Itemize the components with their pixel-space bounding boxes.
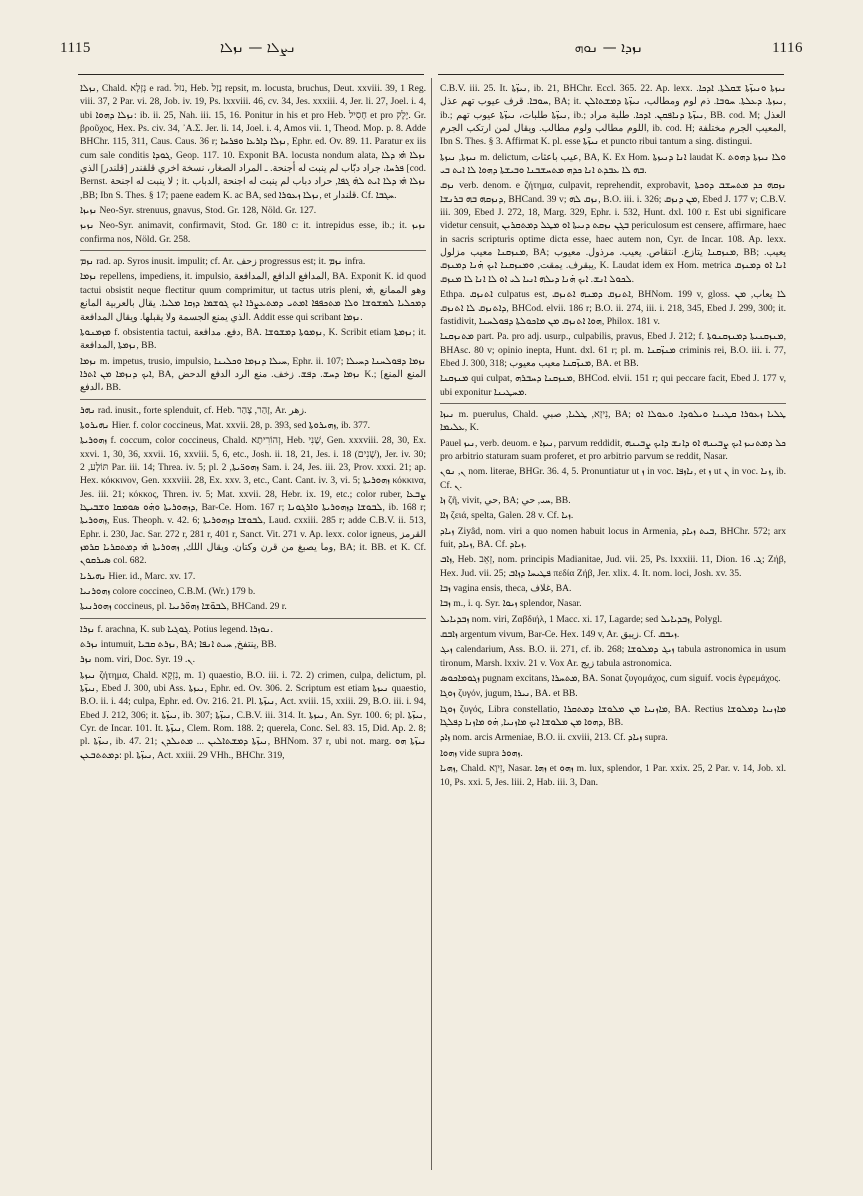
left-column: [80, 82, 426, 1172]
lexicon-entry: ܢܗܪ rad. inusit., forte splenduit, cf. Heb. זָהַר, צָהַר, Ar. زهر.: [80, 404, 307, 416]
lexicon-entry: ܢܙܡܐ repellens, impediens, it. impulsio, المدافع الدافع ,المدافعة, BA. Exponit K. id quod tactui obsistit neque flectitur quum comprimitur, ut tactus utris pleni, وهو الممانع ,ܗ̇ܝ ܕܡܟܠܝܐ ܠܡܫܘܫܐ ܘܠܐ ܡܬܟܦܦܐ ܐܡܬܝ ܕܡܬܥܨܪܐ ܐܝܟ ܓܘܫܡܐ ܕܙܩܐ ܡܠܝܐ. يقال بالعربية المانع الذي يمنع الجسمة ولا يقبلها. ويقال المدافعة. Addit esse qui scribant ܢܙܡܐ.: [80, 271, 426, 323]
lexicon-entry: ܙܐܕ nom. arcis Armeniae, B.O. ii. cxviii, 213. Cf. ܙܝܐܕ supra.: [440, 732, 668, 744]
lexicon-entry: ܢܙܩ verb. denom. e ζήτημα, culpavit, reprehendit, exprobavit, ܢܙܩܗ ܟܕ ܡܬܚܫܒ ܕܘܟܬܐ ܕܢܙܩܗ ܒܗ ܒܪܢܫܐ, BHCand. 39 v; ܢܙܩ ܠܗ, B.O. iii. i. 326; ܡܢ ܕܢܙܩ, Ebed J. 177 v; C.B.V. iii. 309, Ebed J. 272, 18, Marg. 329, Ephr. i. 532, Hunt. dxl. 100 r. Est ubi significare videtur censuit, ܒܓܢ ܢܙܩܬ ܕܢܝܬܐ ܐܘ ܡܛܠ ܕܡܬܩܪܝܢ periculosum est censere, affirmare, haec in sacris scripturis optime dicta esse, haec autem non, Cyr. de Incar. 108. Ap. lexx. ܡܢܙܩܢܐ معيب مزلول, BA; ܡܢܙܩܢܐ يتازع. انتقاص. يعيب. مرذول. معيوب, BB; يعيب. يبقرف. يمقت, ܘܡܢܙܩܢܐ ܐܝܟ ܗ̇ܢܐ ܕܡܢܙܩ, K. Laudat idem ex Hom. metrica ܐܢܐ ܐܘ ܕܡܢܙܩ ܠܟܘܠ ܐܢܫ. ܐܝܟ ܗ̇ܢܐ ܕܝܠܗ ܐܢܝܐ ܠܝ ܐܘ ܠܐ ܐܢܐ ܠܐ ܡܢܙܩ.: [440, 180, 786, 285]
lexicon-entry: ܙܒܐ vagina ensis, theca, غلاف, BA.: [440, 583, 572, 595]
lexicon-entry: ܢܝܙܬܐ ζήτημα, Chald. נִזְקָא, m. 1) quaestio, B.O. iii. i. 72. 2) crimen, culpa, delictum, pl. ܢܝܙ̈ܬܐ, Ebed J. 300, ubi Ass. ܢܝܙܬܐ, Ephr. ed. Ov. 306. 2. Scriptum est etiam ܢܝܙܬܐ quaestio, B.O. ii. i. 44; culpa, Ephr. ed. Ov. 216. 21. Pl. ܢܝܙ̈ܬܐ, Act. xviii. 15, xxiii. 29, B.O. iii. i. 94, Ebed J. 212, 306; it. ܢܝܙ̈ܬܐ, ib. 307; ܢܝܙ̈ܬܐ, C.B.V. iii. 314. It. ܢܝܙܬܐ, An. Syr. 100. 6; pl. ܢܝܙ̈ܬܐ, Cyr. de Incar. 101. It. ܢܝܙ̈ܬܐ, Clem. Rom. 188. 2; querela, Conc. Sel. 83. 15, Did. Ap. 2. 8; pl. ܢܝܙ̈ܬܐ, ib. 47. 21; ܢܝܙ̈ܬܐ ܕܡܫܬܐܠܝܢ ... ܡܬܝܠܕܢ, BHNom. 37 r, ubi not. marg. ܢܝܙ̈ܬܐ ܗܘ ܕܡܬܬܒܥܢ: pl. ܢܝܙ̈ܬܐ, Act. xxiii. 29 VHh., BHChr. 319,: [80, 669, 426, 761]
lexicon-entry: ܙܘܓܐ ζυγόν, jugum, ܢܝܪܐ, BA. et BB.: [440, 688, 578, 700]
lexicon-entry: ܙܒܕܝܐܝܠ nom. viri, Ζαβδιήλ, 1 Macc. xi. 17, Lagarde; sed ܙܒܕܝܐܝܠ, Polygl.: [440, 613, 723, 625]
lexicon-entry: ܡܢܙܩܢܐ qui culpat, ܡܢܙܩܢܐ ܕܚܒܪܗ, BHCod. elvii. 151 r; qui peccare facit, Ebed J. 177 v, ubi exponitur ܡܚܛܝܢܐ.: [440, 373, 786, 398]
lexicon-entry: ܙܒܐ m., i. q. Syr. ܙܝܘܐ splendor, Nasar.: [440, 598, 582, 610]
running-head-right: ܢܙܕܐ — ܢܘܗ: [574, 40, 643, 56]
entry-separator: [80, 399, 426, 400]
lexicon-entry: Ethpa. ܐܬܢܙܩ culpatus est, ܐܬܢܙܩ ܕܡܢܗ ܐܬܢܙܩ, BHNom. 199 v, gloss. ܠܐ يعاب, ܡܢ ܕܐܬܢܙܩ ܠܐ ܐܬܢܙܩ, BHCod. elvii. 186 r; B.O. ii. 274, iii. i. 218, 345, Ebed J. 299, 300; it. fastidivit, ܗܘܐ ܐܬܢܙܩ ܡܢ ܡܐܟܘܠܬܐ ܕܦܘܠܚܢܐ, Philox. 181 v.: [440, 289, 786, 327]
lexicon-entry: ܢܙܝܙ Neo-Syr. animavit, confirmavit, Stod. Gr. 180 c: it. intrepidus esse, ib.; it. ܢܙܝܙ confirma nos, Nöld. Gr. 258.: [80, 220, 426, 245]
lexicon-entry: ܙܐܒܩ argentum vivum, Bar-Ce. Hex. 149 v, Ar. زيبق. Cf. ܙܝܒܩ.: [440, 629, 680, 641]
lexicon-entry: ܢܗܝܪܘܬܐ Hier. f. color coccineus, Mat. xxvii. 28, p. 393, sed ܙܗܝܪܘܬܐ, ib. 377.: [80, 419, 371, 431]
lexicon-entry: ܙܗܘܪܝܬܐ f. coccum, color coccineus, Chald. זְהוֹרִיתָא, Heb. שָׁנִי, Gen. xxxviii. 28, 30, Ex. xxvi. 1, 30, 36, xxvii. 16, xxviii. 5, 6, etc., Josh. ii. 18, 21, Jes. i. 18 (שָׁנִים), Jer. iv. 30; תּוֹלָע, 2 Par. iii. 14; Threa. iv. 5; pl. ܙܗܘܪ̈ܝܬܐ, 2 Sam. i. 24, Jes. iii. 23, Prov. xxxi. 21; ap. Hex. κόκκινον, Gen. xxxviii. 28, Ex. xxv. 3, etc., Cant. Cant. iv. 3, vi. 5; ܙܗܘܪܝܬܐ κόκκινα, Jes. iii. 21; κόκκος, Thren. iv. 5; Mat. xxvii. 28, Hebr. ix. 19, etc.; color ruber, ܨܒܥܐ ܕܙܗܘܪܝܬܐ ܘܗ̇ܘ ܣܘܡܩܐ ܘܫܒܝܛܐ, Bar-Ce. Hom. 167 r; ܠܒܘܫܐ ܕܙܗܘܪܝܬܐ ܘܐܪܓܘܢܐ, ib. 168 r; ܙܗܘܪܝܬܐ, Eus. Theoph. v. 42. 6; ܠܒܘܫܐ ܕܙܗܘܪܝܬܐ, Laud. cxxiii. 285 r; adde C.B.V. ii. 513, Ephr. i. 230, Jac. Sar. 272 r, 281 r, 401 r, Sanct. Vit. 271 v. Ap. lexx. color igneus, القرمز وما يصبغ من قرن وكتان. ويقال اللك, ܙܗܘܪܝܬܐ ܗ̇ܝ ܕܡܬܩܪܝܐ ܩܪܡܙ, BA; it. BB. et K. Cf. ܣܝܪܩܘܢ col. 682.: [80, 435, 426, 567]
page-header: [60, 36, 803, 60]
header-rule-right: [438, 74, 784, 75]
lexicon-entry: ܢܝܙܬܐ, ܢܝܙܬܐ m. delictum, عيب باعثات, BA, K. Ex Hom. ܐܢܐ ܕܢܝܙܬܐ laudat K. ܘܠܐ ܢܝܙܬܐ ܕܗܘܬ ܒܗ ܠܐ ܥܒܕܬ ܐܢܐ ܟܕܗ ܡܬܚܫܒܢܐ ܘܒܝܫܬܐ ܕܗܘܐ ܠܐ ܐܝܬ ܒܝ.: [440, 151, 786, 177]
lexicon-entry: ܙܝܐܕ Ziyâd, nom. viri a quo nomen habuit locus in Armenia, ܒܝܬ ܙܝܐܕ, BHChr. 572; arx fuit, ܙܝܐܕ, BA. Cf. ܙܝܐܕ.: [440, 525, 786, 550]
right-column: [440, 82, 786, 1172]
lexicon-entry: ܡܙܡܢܘܬܐ f. obsistentia tactui, دفع. مدافعة, BA. ܢܙܡܘܬܐ ܕܡܫܘܫܐ, K. Scribit etiam ܢܙܡܬܐ; it. ܢܙܡܬܐ ,المدافعة, BB.: [80, 326, 426, 352]
lexicon-entry: ܢܙܪ nom. viri, Doc. Syr. ܢ. 19.: [80, 654, 196, 666]
running-head-left: ܢܨܠܐ — ܢܙܠܐ: [220, 40, 296, 56]
header-rule-left: [78, 74, 424, 75]
lexicon-entry: ܙܘܓܐ ζυγός, Libra constellatio, ܡܐܙܢܝܐ ܡܢ ܡܠܘܫܐ ܕܡܬܩܪܐ, BA. Rectius ܡܐܙܢܝܐ ܕܡܠܘܫܐ ܕܗܘܐ ܡܢ ܡܠܘܫܐ ܐܝܟ ܡܐܙܢܝܐ, ܗ̇ܘ ܡܐܙܢܐ ܕܦܠܓܐ, BB.: [440, 703, 786, 729]
lexicon-entry: ܢܙܡܐ m. impetus, trusio, impulsio, ܚܝܠܐ ܕܢܙܡܐ ܘܟܠܝܢܐ, Ephr. ii. 107; ܢܙܡܐ ܕܦܘܠܚܢܐ ܕܚܝܠܐ ܐܝܟ ܕܢܙܡܐ ܡܢ ܐܬܪܐ, BA, ܢܙܡܐ ܕܚܫ. ܕܦܫ. زخف. منع الرد الدفع الدحض K.; [المنع المنع الدفع، BB.: [80, 355, 426, 394]
lexicon-entry: ܙܐ ζῆ, vivit, حي, BA; ܚܝ, حي, BB.: [440, 494, 571, 506]
lexicon-entry: ܙܓܘܡܐܟܘܣ pugnam excitans, ܡܬܚܪܐ, BA. Sonat ζυγομάχος, cum siguif. vocis ἐγρεμάχος.: [440, 673, 781, 685]
lexicon-entry: ܢܙܪܐ f. arachna, K. sub ܓܘܓܝܐ. Potius legend. ܢܘܙܪܐ.: [80, 623, 273, 635]
lexicon-entry: ܢ, ܢܘܢ nom. literae, BHGr. 36. 4, 5. Pronuntiatur ut ܙ in voc. ܢܐܙܦܐ, et ܙ ut ܢ in voc. ܙܢܐ, ib. Cf. ܢ.: [440, 466, 786, 491]
column-separator: [431, 78, 432, 1170]
entry-separator: [440, 403, 786, 404]
page-number-right: 1116: [772, 40, 803, 56]
lexicon-entry: Pauel ܢܝܙ, verb. deuom. e ܢܝܙܐ, parvum reddidit, ܟܠ ܕܡܬܢܝܙ ܐܝܟ ܨܒܝܢܗ ܐܘ ܕܐܢܫ ܕܐܝܟ ܨܒܝܢܗ pro arbitrio staturam suam proferet, et pro arbitrio parvum se reddit, Nasar.: [440, 437, 786, 462]
lexicon-entry: C.B.V. iii. 25. It. ܢܝܙ̈ܬܐ, ib. 21, BHChr. Eccl. 365. 22. Ap. lexx. ܢܝܙܬܐ ܘܢܝܙ̈ܬܐ ܫܩܠܬܐ. ܐܕܟܐ. ܚܘܒܐ. قرف عيوب تهم عذل, BA; it. ܢܝܙܬܐ. ܕܥܠܬܐ. ܚܘܒܐ. ذم لوم ومطالب، ܢܝܙ̈ܬܐ ܕܡܫܬܐܠܢ, ib.; ܢܝܙ̈ܬܐ طلبات، ܢܝܙ̈ܬܐ عيوب تهم, ib.; ܢܝܙ̈ܬܐ ܕܢܐܦܩܢ. ܐܕܟܐ. طلبة مراد, BB. cod. M; العذل اللوم مطالب ولوم مطالب. ويقال لمن ارتكب الجرم, ib. cod. H; المعيب الجرم مختلفة, Ibn S. Thes. § 3. Affirmat K. pl. esse ܢܝܙ̈ܬܐ et puncto ribui tantum a sing. distingui.: [440, 83, 786, 148]
lexicon-entry: ܙܐܐ ζειά, spelta, Galen. 28 v. Cf. ܙܝܐ.: [440, 510, 574, 522]
lexicon-entry: ܢܙܠܐ, Chald. נְזָלָא e rad. נזל, Heb. נָזַל repsit, m. locusta, bruchus, Deut. xxviii. 39, 1 Reg. viii. 37, 2 Par. vi. 28, Job. iv. 19, Ps. lxxviii. 46, cv. 34, Jes. xxxiii. 4, Jer. li. 27, Joel. i. 4, ubi ܢܙܠܐ ܕܗܘܐ: ib. ii. 25, Nah. iii. 15, 16. Ponitur in his et pro Heb. חָסִיל et pro יֶלֶק. Gr. βροῦχος, Hex. Ps. civ. 34, ᾽Α.Σ. Jer. li. 14, Joel. i. 4, Amos vii. 1, Theod. Mop. p. 8. Adde BHChr. 115, 311, Caus. Caus. 36 r; ܢܙܠܐ ܕܐܪܥܐ ܘܦܪܚܐ, Ephr. ed. Ov. 89. 11. Paratur ex iis cum sale conditis ܓܘܕܐ, Geop. 117. 10. Exponit BA. locusta nondum alata, ܢܙܠܐ ܗ̇ܝ ܕܠܐ ܦܪܚܐ، جراد دبّاب لم ينبت له أجنحة. ـ المراد الصغار، نسخة اخري قلقندر [قلندر] الذي [cod. Bernst. لا ينبت له اجنحة ; it. ܢܙܠܐ ܗ̇ܝ ܕܠܐ ܐܝܬ ܠܗ̇ ܓܦܐ, حراد دباب لم ينبت له اجنحة ,الدباب ,BB; Ibn S. Thes. § 17; paene eadem K. ac BA, sed ܢܙܠܐ ܙܥܘܪܐ, et قلندار. Cf. ܚܓܒܐ.: [80, 83, 426, 201]
lexicon-entry: ܢܙܪܬ intumuit, ܢܙܪܬ ܩܒܝܐ, BA; ينتفخ, ܚܝܬ ܐܢܦܐ, BB.: [80, 639, 277, 651]
lexicon-entry: ܙܗܝܐ, Chald. זִיוָא, Nasar. ܙܗܐ et ܙܗܘ m. lux, splendor, 1 Par. xxix. 25, 2 Par. v. 14, Job. xl. 10, Ps. xxi. 5, Jes. liii. 2, Hab. iii. 3, Dan.: [440, 763, 786, 788]
lexicon-entry: ܙܗܘܪܢܝܬܐ coccineus, pl. ܠܒܘ̈ܫܐ ܙܗܘ̈ܪܢܝܐ, BHCand. 29 r.: [80, 601, 287, 613]
lexicon-entry: ܡܬܢܙܩܢܐ part. Pa. pro adj. usurp., culpabilis, pravus, Ebed J. 212; f. ܡܢܙܩܢܝܬܐ ܕܡܢܙܩܢܘܬܐ, BHAsc. 80 v; opinio inepta, Hunt. dxl. 61 r; pl. m. ܡܢܙ̈ܩܢܐ criminis rei, B.O. iii. i. 77, Ebed J. 300, 318; ܡܢܙ̈ܩܢܐ معيب معيوب, BA. et BB.: [440, 331, 786, 369]
lexicon-entry: ܙܗܘܪܢܝܐ colore coccineo, C.B.M. (Wr.) 179 b.: [80, 586, 256, 598]
entry-separator: [80, 250, 426, 251]
lexicon-entry: ܙܗܘܐ vide supra ܙܗܘܪ.: [440, 747, 523, 759]
entry-separator: [80, 618, 426, 619]
lexicon-entry: ܢܝܙܐ m. puerulus, Chald. נִיזָא, ܛܠܝܐ, صبي, BA; ܛܠܝܐ ܙܥܘܪܐ ܩܛܝܢܐ ܘܝܠܘܕܐ. ܘܥܘܠܐ ܐܘ ܥܠܝܡܐ, K.: [440, 408, 786, 434]
page-number-left: 1115: [60, 40, 91, 56]
lexicon-entry: ܢܙܡ rad. ap. Syros inusit. impulit; cf. Ar. زحف progressus est; it. ܢܙܡ infra.: [80, 256, 366, 268]
lexicon-entry: ܢܙܝܙܐ Neo-Syr. strenuus, gnavus, Stod. Gr. 128, Nöld. Gr. 127.: [80, 205, 317, 217]
lexicon-entry: ܙܝܓ calendarium, Ass. B.O. ii. 271, cf. ib. 268; ܙܝܓ ܕܡܠܘܫܐ tabula astronomica in usum tironum, Marsh. lxxiv. 21 v. Vox Ar. زيج tabula astronomica.: [440, 644, 786, 669]
lexicon-entry: ܢܗܝܪܝܐ Hier. id., Marc. xv. 17.: [80, 570, 196, 582]
lexicon-entry: ܙܐܒ, Heb. זְאֵב, nom. principis Madianitae, Jud. vii. 25, Ps. lxxxiii. 11, Dion. ܓ. 16; Ζήβ, Hex. Jud. vii. 25; ܦܛܝܚܐ ܕܙܐܒ πεδία Ζήβ, Jer. xlix. 4. It. nom. loci, Josh. xv. 35.: [440, 554, 786, 579]
